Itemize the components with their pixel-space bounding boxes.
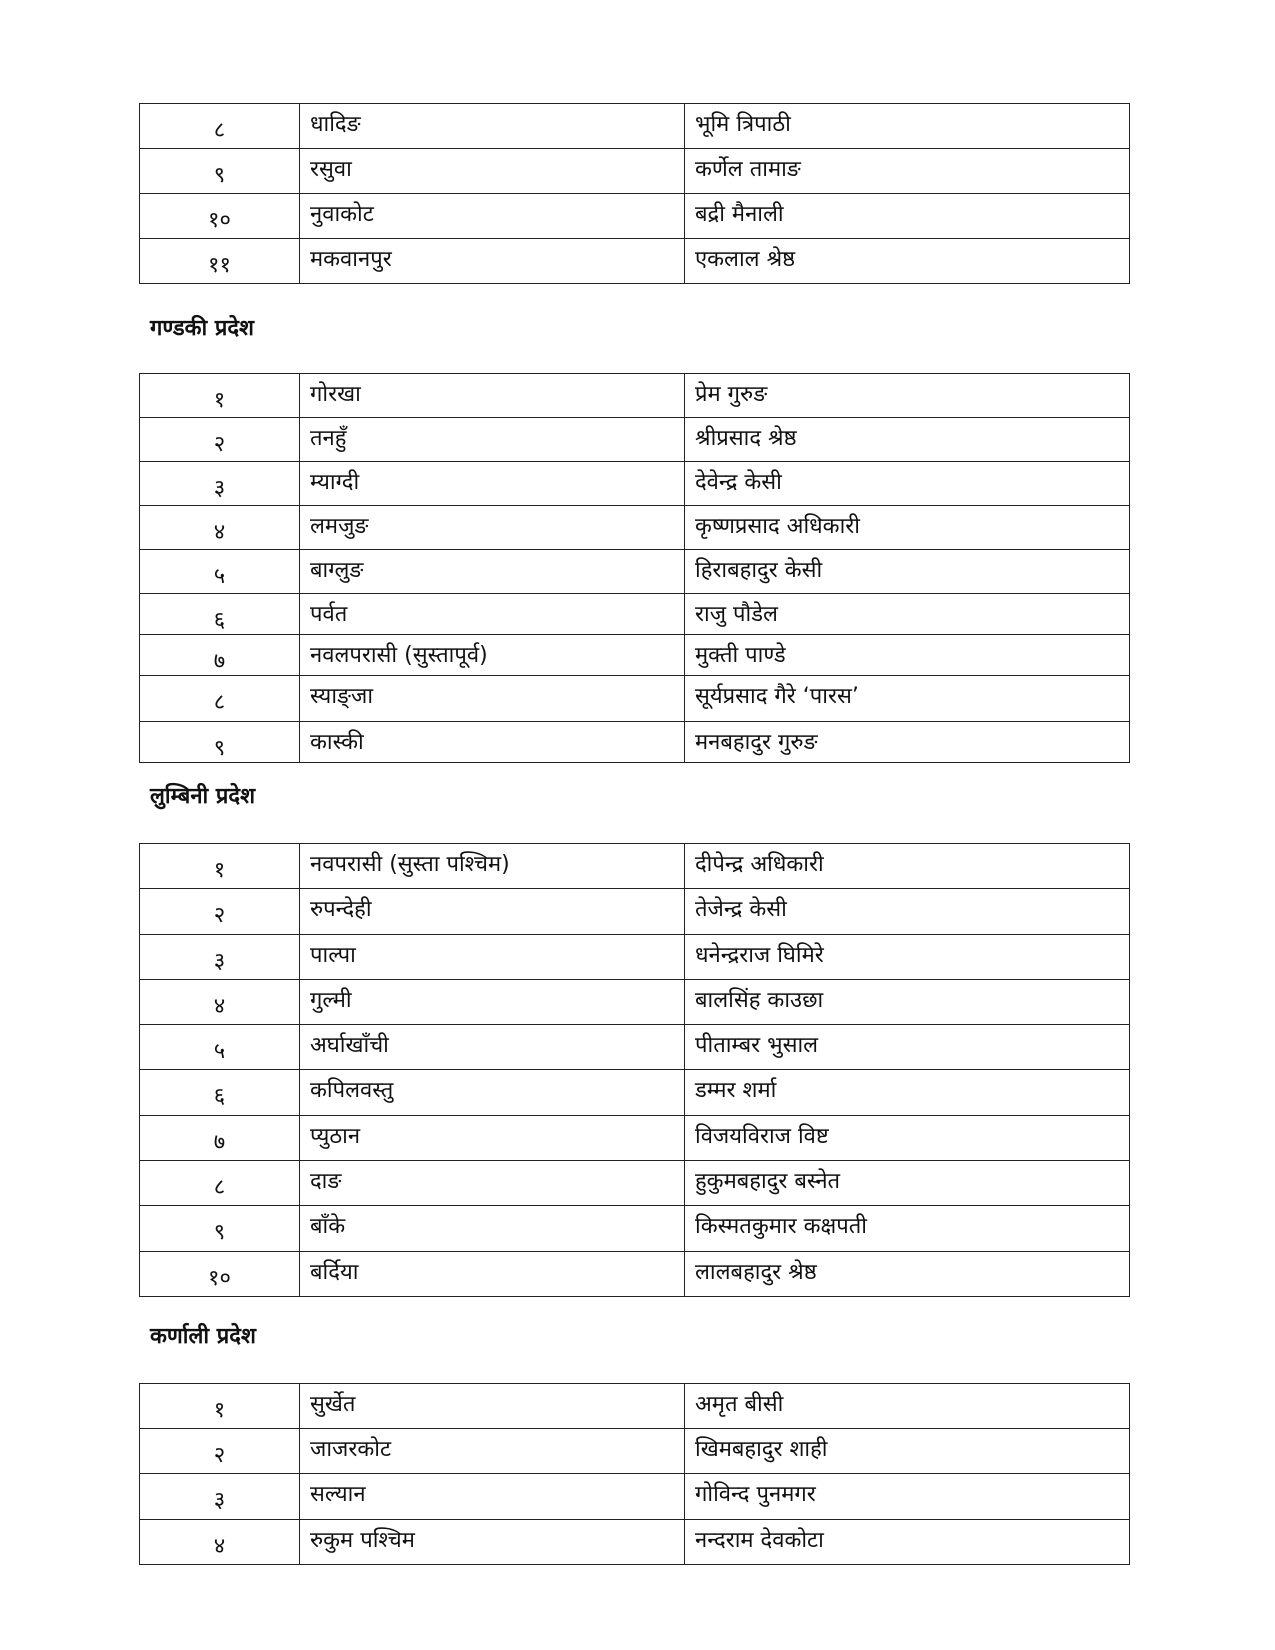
serial-number: ८	[140, 104, 300, 149]
table-row	[140, 550, 1130, 594]
district-cell: मकवानपुर	[300, 239, 685, 284]
name-cell: भूमि त्रिपाठी	[685, 104, 1130, 149]
table-row	[140, 1115, 1130, 1160]
serial-number: १	[140, 374, 300, 418]
serial-number: २	[140, 418, 300, 462]
table-row	[140, 1429, 1130, 1474]
serial-number: ७	[140, 1115, 300, 1160]
district-cell: स्याङ्जा	[300, 676, 685, 722]
district-cell: रुपन्देही	[300, 889, 685, 934]
name-cell: एकलाल श्रेष्ठ	[685, 239, 1130, 284]
table-row	[140, 1161, 1130, 1206]
table-row	[140, 934, 1130, 979]
name-cell: तेजेन्द्र केसी	[685, 889, 1130, 934]
name-cell: नन्दराम देवकोटा	[685, 1519, 1130, 1564]
serial-number: ८	[140, 676, 300, 722]
karnali-table	[139, 1383, 1130, 1565]
name-cell: लालबहादुर श्रेष्ठ	[685, 1251, 1130, 1296]
district-cell: नवलपरासी (सुस्तापूर्व)	[300, 635, 685, 676]
table-row	[140, 594, 1130, 635]
table-row	[140, 1206, 1130, 1251]
name-cell: हुकुमबहादुर बस्नेत	[685, 1161, 1130, 1206]
district-cell: रुकुम पश्चिम	[300, 1519, 685, 1564]
table-row	[140, 149, 1130, 194]
name-cell: खिमबहादुर शाही	[685, 1429, 1130, 1474]
district-cell: रसुवा	[300, 149, 685, 194]
serial-number: ५	[140, 550, 300, 594]
table-row	[140, 676, 1130, 722]
serial-number: ६	[140, 594, 300, 635]
district-cell: सल्यान	[300, 1474, 685, 1519]
district-cell: गुल्मी	[300, 979, 685, 1024]
serial-number: ४	[140, 1519, 300, 1564]
serial-number: २	[140, 1429, 300, 1474]
serial-number: ५	[140, 1025, 300, 1070]
name-cell: विजयविराज विष्ट	[685, 1115, 1130, 1160]
name-cell: दीपेन्द्र अधिकारी	[685, 844, 1130, 889]
table-row	[140, 889, 1130, 934]
name-cell: श्रीप्रसाद श्रेष्ठ	[685, 418, 1130, 462]
district-cell: दाङ	[300, 1161, 685, 1206]
table-row	[140, 722, 1130, 763]
district-cell: बर्दिया	[300, 1251, 685, 1296]
name-cell: पीताम्बर भुसाल	[685, 1025, 1130, 1070]
serial-number: १०	[140, 1251, 300, 1296]
name-cell: देवेन्द्र केसी	[685, 462, 1130, 506]
serial-number: ४	[140, 506, 300, 550]
table-row	[140, 194, 1130, 239]
section-heading-gandaki: गण्डकी प्रदेश	[150, 316, 255, 341]
table-row	[140, 506, 1130, 550]
serial-number: ७	[140, 635, 300, 676]
district-cell: कास्की	[300, 722, 685, 763]
table-row	[140, 844, 1130, 889]
serial-number: ६	[140, 1070, 300, 1115]
serial-number: ९	[140, 1206, 300, 1251]
table-row	[140, 1070, 1130, 1115]
table-row	[140, 462, 1130, 506]
name-cell: मनबहादुर गुरुङ	[685, 722, 1130, 763]
district-cell: गोरखा	[300, 374, 685, 418]
name-cell: गोविन्द पुनमगर	[685, 1474, 1130, 1519]
district-cell: पर्वत	[300, 594, 685, 635]
serial-number: २	[140, 889, 300, 934]
name-cell: किस्मतकुमार कक्षपती	[685, 1206, 1130, 1251]
district-cell: कपिलवस्तु	[300, 1070, 685, 1115]
name-cell: प्रेम गुरुङ	[685, 374, 1130, 418]
district-cell: लमजुङ	[300, 506, 685, 550]
table-row	[140, 1474, 1130, 1519]
serial-number: ३	[140, 462, 300, 506]
name-cell: बालसिंह काउछा	[685, 979, 1130, 1024]
district-cell: सुर्खेत	[300, 1384, 685, 1429]
serial-number: १०	[140, 194, 300, 239]
table-row	[140, 374, 1130, 418]
table-row	[140, 239, 1130, 284]
serial-number: ३	[140, 1474, 300, 1519]
name-cell: अमृत बीसी	[685, 1384, 1130, 1429]
table-row	[140, 1519, 1130, 1564]
district-cell: बाग्लुङ	[300, 550, 685, 594]
district-cell: तनहुँ	[300, 418, 685, 462]
gandaki-table	[139, 373, 1130, 763]
lumbini-table	[139, 843, 1130, 1297]
serial-number: ९	[140, 149, 300, 194]
district-cell: बाँके	[300, 1206, 685, 1251]
serial-number: ११	[140, 239, 300, 284]
district-cell: जाजरकोट	[300, 1429, 685, 1474]
serial-number: १	[140, 844, 300, 889]
name-cell: मुक्ती पाण्डे	[685, 635, 1130, 676]
table-row	[140, 418, 1130, 462]
name-cell: कृष्णप्रसाद अधिकारी	[685, 506, 1130, 550]
district-cell: नुवाकोट	[300, 194, 685, 239]
name-cell: हिराबहादुर केसी	[685, 550, 1130, 594]
table-row	[140, 1025, 1130, 1070]
name-cell: कर्णेल तामाङ	[685, 149, 1130, 194]
serial-number: ३	[140, 934, 300, 979]
district-cell: अर्घाखाँची	[300, 1025, 685, 1070]
name-cell: बद्री मैनाली	[685, 194, 1130, 239]
table-row	[140, 635, 1130, 676]
serial-number: ८	[140, 1161, 300, 1206]
district-cell: धादिङ	[300, 104, 685, 149]
name-cell: राजु पौडेल	[685, 594, 1130, 635]
serial-number: ४	[140, 979, 300, 1024]
name-cell: धनेन्द्रराज घिमिरे	[685, 934, 1130, 979]
serial-number: १	[140, 1384, 300, 1429]
district-cell: म्याग्दी	[300, 462, 685, 506]
serial-number: ९	[140, 722, 300, 763]
district-cell: नवपरासी (सुस्ता पश्चिम)	[300, 844, 685, 889]
district-cell: प्युठान	[300, 1115, 685, 1160]
continuation-table	[139, 103, 1130, 284]
table-row	[140, 1251, 1130, 1296]
district-cell: पाल्पा	[300, 934, 685, 979]
table-row	[140, 1384, 1130, 1429]
table-row	[140, 979, 1130, 1024]
section-heading-karnali: कर्णाली प्रदेश	[150, 1324, 256, 1349]
section-heading-lumbini: लुम्बिनी प्रदेश	[150, 784, 256, 809]
name-cell: डम्मर शर्मा	[685, 1070, 1130, 1115]
name-cell: सूर्यप्रसाद गैरे ‘पारस’	[685, 676, 1130, 722]
table-row	[140, 104, 1130, 149]
